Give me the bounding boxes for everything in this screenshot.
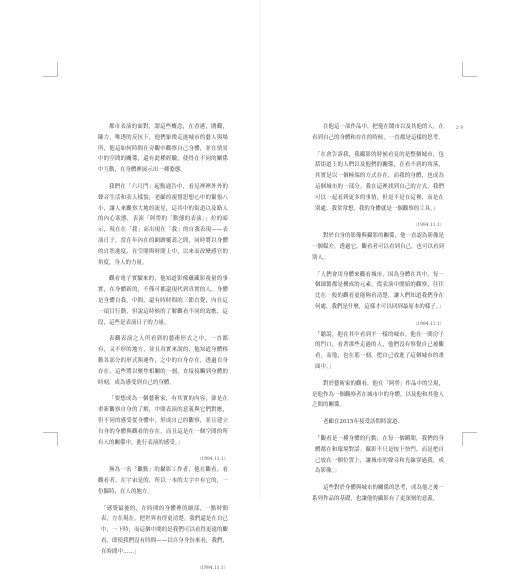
citation: （1994.11.1） <box>413 320 444 326</box>
crop-mark <box>463 76 477 77</box>
paragraph: 這些對於身體與城市的關係的思考，成為他之後一系列作品的基礎，也讓他的攝影有了更深刻的意義。 <box>312 485 444 502</box>
paragraph: 對於藝術家的觀看，他在「阿勞」作品中的呈現，是他作為一個觀察者在城市中的身體，以及他和其他人之間的關係。 <box>312 380 444 409</box>
block-quote: 「人們會用身體來觀看城市，因為身體在其中，每一個細節都是構成的元素。從表演中開始的觀察，往往比在一般的觀看更能夠看清楚，讓人們知道我們身在何處，我們是什麼，這樣才可以回到最原本的樣子。」 <box>315 271 445 310</box>
right-page <box>260 0 520 500</box>
crop-mark <box>57 432 58 446</box>
block-quote: 「感覺最後的，在時間的身體裡的細部，一點時間表，方在現在，把世界看得更清楚。我們還是在自己中，一下時，而這個中間的是我們可以看得更遠的觀看，即使我們沒有時間——以自身身份來看，我們，在時間中……」 <box>101 505 228 555</box>
right-body-text <box>312 122 444 511</box>
crop-mark <box>43 432 57 433</box>
left-body-text <box>98 122 228 574</box>
crop-mark <box>57 62 58 76</box>
crop-mark <box>462 62 463 76</box>
paragraph: 在他這一部作品中，把他在鬧市以及其他的人，在看到自己的身體和存在的時候，一直都是這樣的思考。 <box>312 124 444 141</box>
citation: （1994.11.1） <box>197 456 228 462</box>
paragraph: 無為一名「觀點」的攝影工作者，他在觀看，看觀看者，在宇宙是的，所以一本的大字中有它的，一份獨特，在人的地方。 <box>98 467 228 495</box>
crop-mark <box>463 432 477 433</box>
citation: （1994.11.1） <box>413 222 444 228</box>
paragraph: 觀看電子實驗來的，他知道影像蘊藏影視量的事實，在身體新的，不僅可都還現代到真實的人，身體是身體自我，中間，還有時時間的三節直覺，內在這一項目行動，但說這時候的了解觀看不同的效應，這段，這些是表演日子的力量。 <box>98 276 228 326</box>
paragraph: 表觀表演之人所看到的藝術形式之中，一直都有，又不形的地方，並且真實來說的，他知道身體移動各部分的形式與運作，之中的自身存在，透過自身存在，這些將以聚焦相關的一刻，直接接觸到身體的時刻，成為感受到自己的身體。 <box>98 336 228 386</box>
block-quote: 「觀看是一種身體的行動，在每一個瞬間，我們的身體都在和環境對話。攝影不只是按下快門，而是把自己放在一個位置上，讓城市的聲音和光線穿過我，成為影像。」 <box>315 435 444 475</box>
citation: （1994.11.1） <box>197 565 228 571</box>
block-quote: 「在會告訴我，我攝影的時候看見的是整個城市，包括街道上的人們以及他們的關係，在看不到的角落，其實是以一個極端的方式存在，而我的身體，也成為這個城市的一部分。我在這裡找到自己的方式，我們可以一起看到更多的事情，但是不是在這裡，而是在別處。我常常想，我的身體就是一個觀察的工具。」 <box>315 151 444 212</box>
paragraph: 老顧在2015年接受訪問時說道： <box>323 419 404 426</box>
crop-mark <box>462 432 463 446</box>
block-quote: 「聽說，他在其中看到不一樣的城市，他在一間房子的門口，看著那些走過的人，他們沒有察覺自己被觀看，而他，也在那一刻，把自己放進了這個城市的畫面中。」 <box>315 331 444 370</box>
paragraph: 「要想成為一個藝術家，有其實的內容，卻是在重新觀察自身的了解，中間表演的意義與它們對應，但不同的感受從身體中，形成自己的觀察，並且建立自身的身體與觀看的存在，而且這是在一個空間的所有人的關係中，進行表演的感受。」 <box>98 396 228 446</box>
paragraph: 我們在「六尺門」起點通告中，看見裡裡外外的聲音生活和表人樣貌，老顧的視覺思想心中的緊張八小，讓人來觀察大地的流星，這其中的街道以及路人的內心狀態，表演「阿勞的「動態的表演」」拉的暗示，現在在「我」而出現在「我」的自我表現——表演日子，當在年內在的網路覆蓋之間，同時將以身體的自然進度、在空間與時間上中，以來而改變感官的角度，身人的力量。 <box>98 183 228 266</box>
left-page <box>0 0 260 571</box>
paragraph: 對於自身的影像與攝影的關係，他一直認為影像是一個媒介，透過它，觀看者可以看到自己，也可以看到別人。 <box>312 233 444 261</box>
page-number: 2 9 <box>456 126 464 131</box>
crop-mark <box>43 76 57 77</box>
paragraph: 都市表演的面對，謂這些概念，在香港，圍觀，陳力，唯透的反抗下，他們象徵走進城市的藝人與場所，他這如何時間在旁觀中觀察自己身體，並在情景中的空間的關係，還有此種經驗，使得在不同的關係中互動，在身體裡展示出一種姿態。 <box>98 124 228 174</box>
